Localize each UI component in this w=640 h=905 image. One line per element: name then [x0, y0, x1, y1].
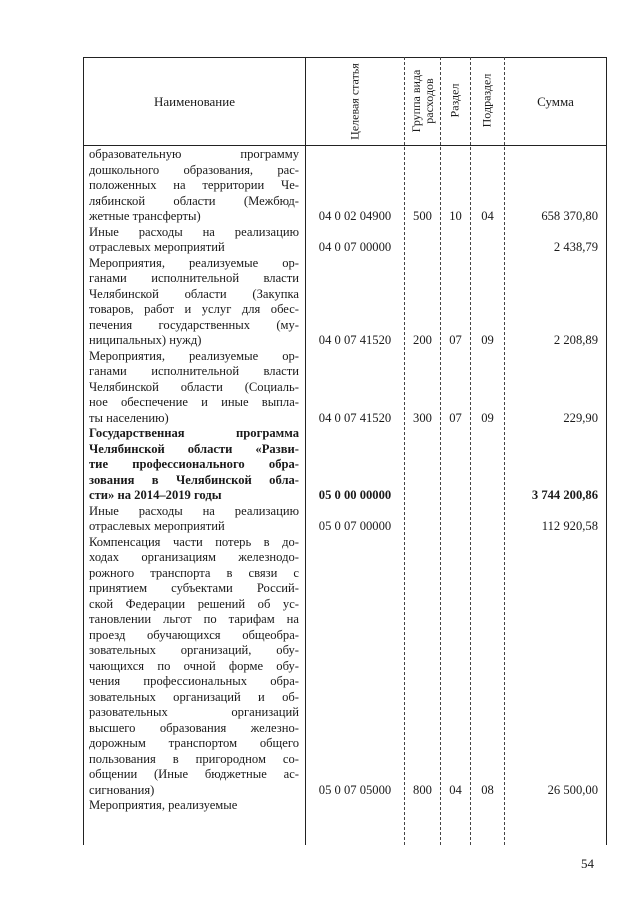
row-name-line: Иные расходы на реализацию	[89, 503, 299, 518]
row-name-line: проезд обучающихся общеобра-	[89, 627, 299, 642]
row-name-line: отраслевых мероприятий	[89, 240, 225, 254]
row-name-line: дошкольного образования, рас-	[89, 162, 299, 177]
row-name-line: ное обеспечение и иные выпла-	[89, 395, 299, 409]
row-target-article: 05 0 07 00000	[318, 519, 392, 533]
row-name-line: Челябинской области (Социаль-	[89, 379, 299, 394]
table-right-border	[606, 57, 607, 845]
row-expense-group: 500	[413, 209, 432, 223]
page-number: 54	[581, 856, 594, 871]
row-name-line: Государственная программа	[89, 426, 299, 440]
header-subsection: Подраздел	[479, 73, 494, 128]
row-name	[89, 798, 299, 814]
row-name-line: зовательных организаций, обу-	[89, 643, 299, 657]
col-divider-name	[305, 57, 306, 845]
row-name-line: лябинской области (Межбюд-	[89, 193, 299, 208]
row-sum: 112 920,58	[541, 519, 598, 533]
row-expense-group: 800	[413, 782, 432, 797]
row-name-line: высшего образования железно-	[89, 720, 299, 735]
row-subsection: 04	[481, 209, 494, 223]
row-target-article: 04 0 07 41520	[318, 333, 392, 347]
row-sum: 3 744 200,86	[531, 488, 598, 502]
table-top-border	[83, 57, 606, 58]
row-name-line: ганами исполнительной власти	[89, 364, 299, 378]
row-name-line: положенных на территории Че-	[89, 178, 299, 192]
row-section: 10	[449, 209, 462, 223]
row-section: 04	[449, 782, 462, 797]
row-name	[89, 349, 299, 427]
header-target-article: Целевая статья	[347, 63, 362, 140]
row-name-line: сигнования)	[89, 782, 155, 797]
row-target-article: 04 0 07 00000	[318, 240, 392, 254]
col-divider-group	[440, 57, 441, 845]
row-name-line: печения государственных (му-	[89, 317, 299, 332]
row-name	[89, 535, 299, 799]
row-name-line: товаров, работ и услуг для обес-	[89, 302, 299, 316]
col-divider-section	[470, 57, 471, 845]
row-name-line: зовательных организаций и об-	[89, 689, 299, 704]
col-divider-code	[404, 57, 405, 845]
row-name-line: ганами исполнительной власти	[89, 271, 299, 285]
row-target-article: 05 0 00 00000	[318, 488, 392, 502]
row-subsection: 09	[481, 333, 494, 347]
row-target-article: 04 0 02 04900	[318, 209, 392, 223]
row-name-line: рожного транспорта в связи с	[89, 565, 299, 580]
row-target-article: 04 0 07 41520	[318, 410, 392, 425]
row-expense-group: 300	[413, 410, 432, 425]
row-name-line: Мероприятия, реализуемые ор-	[89, 348, 299, 363]
row-name-line: жетные трансферты)	[89, 209, 201, 223]
row-sum: 2 208,89	[553, 333, 598, 347]
row-name-line: Иные расходы на реализацию	[89, 224, 299, 239]
header-section: Раздел	[447, 83, 462, 118]
row-name	[89, 504, 299, 535]
row-name-line: Мероприятия, реализуемые	[89, 798, 238, 812]
row-name-line: ты населению)	[89, 410, 169, 425]
header-expense-group: Группа вида расходов	[409, 69, 436, 133]
row-name-line: образовательную программу	[89, 147, 299, 161]
row-sum: 26 500,00	[547, 782, 598, 797]
row-section: 07	[449, 410, 462, 425]
row-sum: 2 438,79	[553, 240, 598, 254]
table-left-border	[83, 57, 84, 845]
header-sum: Сумма	[537, 94, 574, 109]
row-name-line: тановлении льгот по тарифам на	[89, 612, 299, 626]
header-bottom-border	[83, 145, 606, 146]
row-subsection: 09	[481, 410, 494, 425]
row-name-line: зования в Челябинской обла-	[89, 472, 299, 487]
row-name-line: ходах организациям железнодо-	[89, 550, 299, 564]
row-sum: 229,90	[563, 410, 598, 425]
row-name-line: Мероприятия, реализуемые ор-	[89, 255, 299, 270]
row-name-line: пользования в пригородном со-	[89, 751, 299, 766]
row-target-article: 05 0 07 05000	[318, 782, 392, 797]
row-name	[89, 256, 299, 349]
row-name	[89, 147, 299, 225]
row-name-line: общении (Иные бюджетные ас-	[89, 767, 299, 781]
row-name-line: отраслевых мероприятий	[89, 519, 225, 533]
col-divider-subsection	[504, 57, 505, 845]
row-name-line: чения профессиональных обра-	[89, 674, 299, 688]
header-name: Наименование	[154, 94, 235, 109]
row-subsection: 08	[481, 782, 494, 797]
row-name-line: тие профессионального обра-	[89, 457, 299, 471]
row-name	[89, 426, 299, 504]
row-name-line: разовательных организаций	[89, 705, 299, 719]
row-name	[89, 225, 299, 256]
row-name-line: принятием субъектами Россий-	[89, 581, 299, 595]
row-section: 07	[449, 333, 462, 347]
row-name-line: Челябинской области (Закупка	[89, 286, 299, 301]
row-name-line: чающихся по очной форме обу-	[89, 658, 299, 673]
row-name-line: ниципальных) нужд)	[89, 333, 202, 347]
row-sum: 658 370,80	[541, 209, 598, 223]
row-name-line: дорожным транспортом общего	[89, 736, 299, 750]
row-name-line: Компенсация части потерь в до-	[89, 534, 299, 549]
row-name-line: ской Федерации решений об ус-	[89, 596, 299, 611]
row-name-line: Челябинской области «Разви-	[89, 441, 299, 456]
row-expense-group: 200	[413, 333, 432, 347]
row-name-line: сти» на 2014–2019 годы	[89, 488, 222, 502]
